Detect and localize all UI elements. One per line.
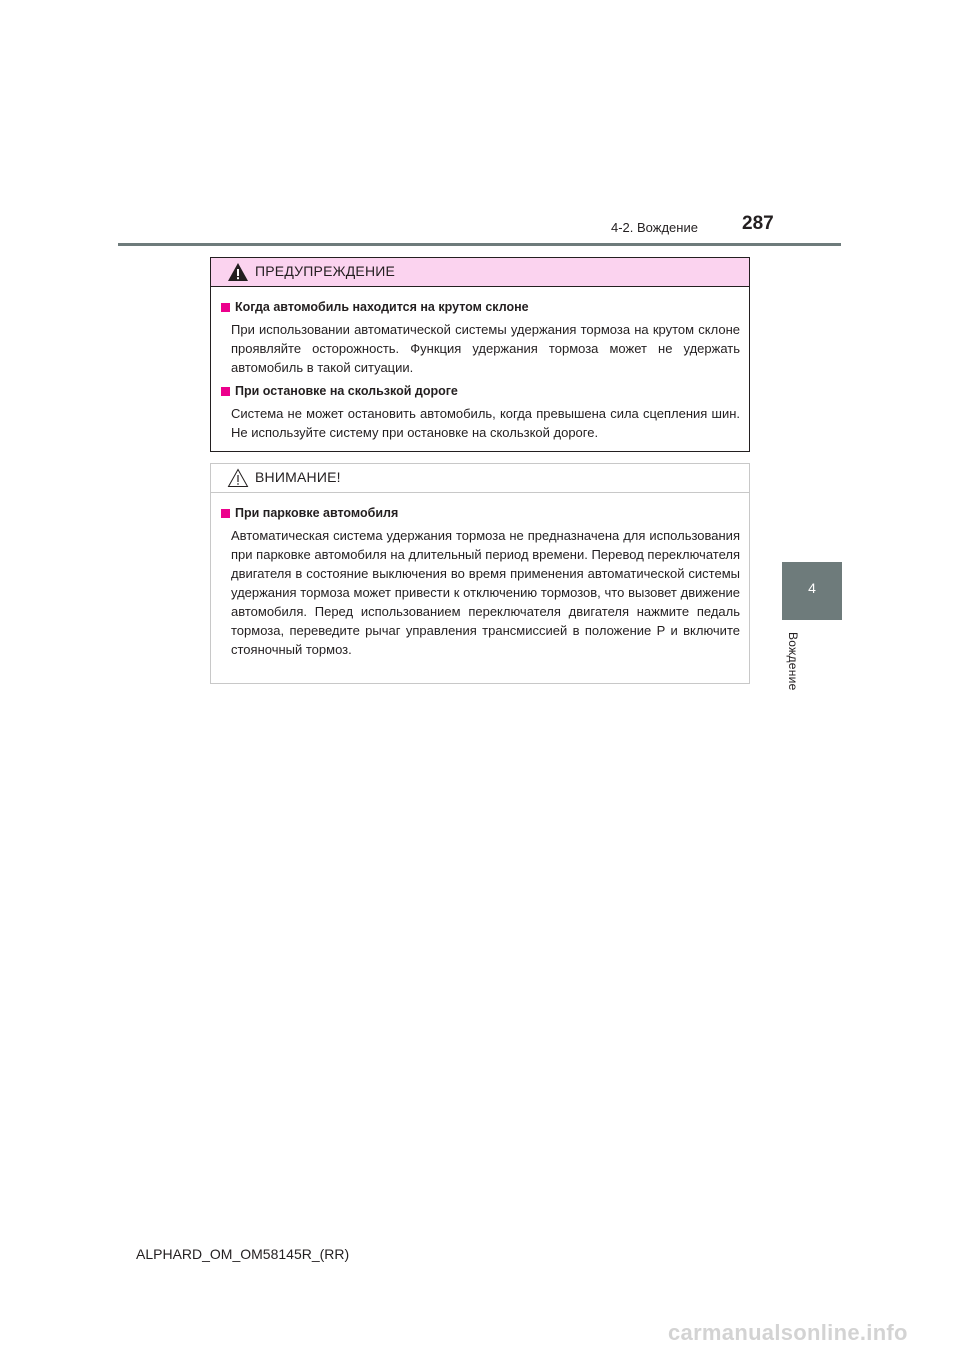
bullet-square-icon xyxy=(221,387,230,396)
bullet-square-icon xyxy=(221,303,230,312)
warning-item-heading-text: Когда автомобиль находится на крутом склоне xyxy=(235,300,529,314)
notice-box xyxy=(210,463,750,684)
warning-header xyxy=(211,258,749,287)
header-divider xyxy=(118,243,841,246)
warning-item-text: Система не может остановить автомобиль, когда превышена сила сцепления шин. Не используйте систему при остановке на скользкой дороге. xyxy=(231,406,740,440)
warning-title: ПРЕДУПРЕЖДЕНИЕ xyxy=(255,263,396,279)
warning-box xyxy=(210,257,750,452)
warning-triangle-filled-icon xyxy=(227,262,249,282)
chapter-label: Вождение xyxy=(786,632,800,691)
notice-item-text: Автоматическая система удержания тормоза не предназначена для использования при парковке автомобиля на длительный период времени. Перевод переключателя двигателя в состояние выключения во время применения автоматической системы удержания тормоза может привести к отключению тормозов, что вызовет движение автомобиля. Перед использованием переключателя двигателя нажмите педаль тормоза, переведите рычаг управления трансмиссией в положение P и включите стояночный тормоз. xyxy=(231,528,740,657)
watermark: carmanualsonline.info xyxy=(668,1320,908,1345)
notice-header xyxy=(211,464,749,493)
chapter-tab xyxy=(782,562,842,620)
warning-item-heading xyxy=(221,299,740,316)
warning-item-heading xyxy=(221,383,740,400)
notice-title: ВНИМАНИЕ! xyxy=(255,469,341,485)
page-number: 287 xyxy=(742,213,774,234)
warning-item-heading-text: При остановке на скользкой дороге xyxy=(235,384,458,398)
warning-item-text: При использовании автоматической системы удержания тормоза на крутом склоне проявляйте осторожность. Функция удержания тормоза может не удержать автомобиль в такой ситуации. xyxy=(231,322,740,375)
document-code: ALPHARD_OM_OM58145R_(RR) xyxy=(136,1246,350,1262)
warning-triangle-outline-icon xyxy=(227,468,249,488)
notice-item-heading xyxy=(221,505,740,522)
bullet-square-icon xyxy=(221,509,230,518)
notice-item-heading-text: При парковке автомобиля xyxy=(235,506,399,520)
section-title: 4-2. Вождение xyxy=(611,220,698,235)
chapter-number: 4 xyxy=(808,580,816,596)
